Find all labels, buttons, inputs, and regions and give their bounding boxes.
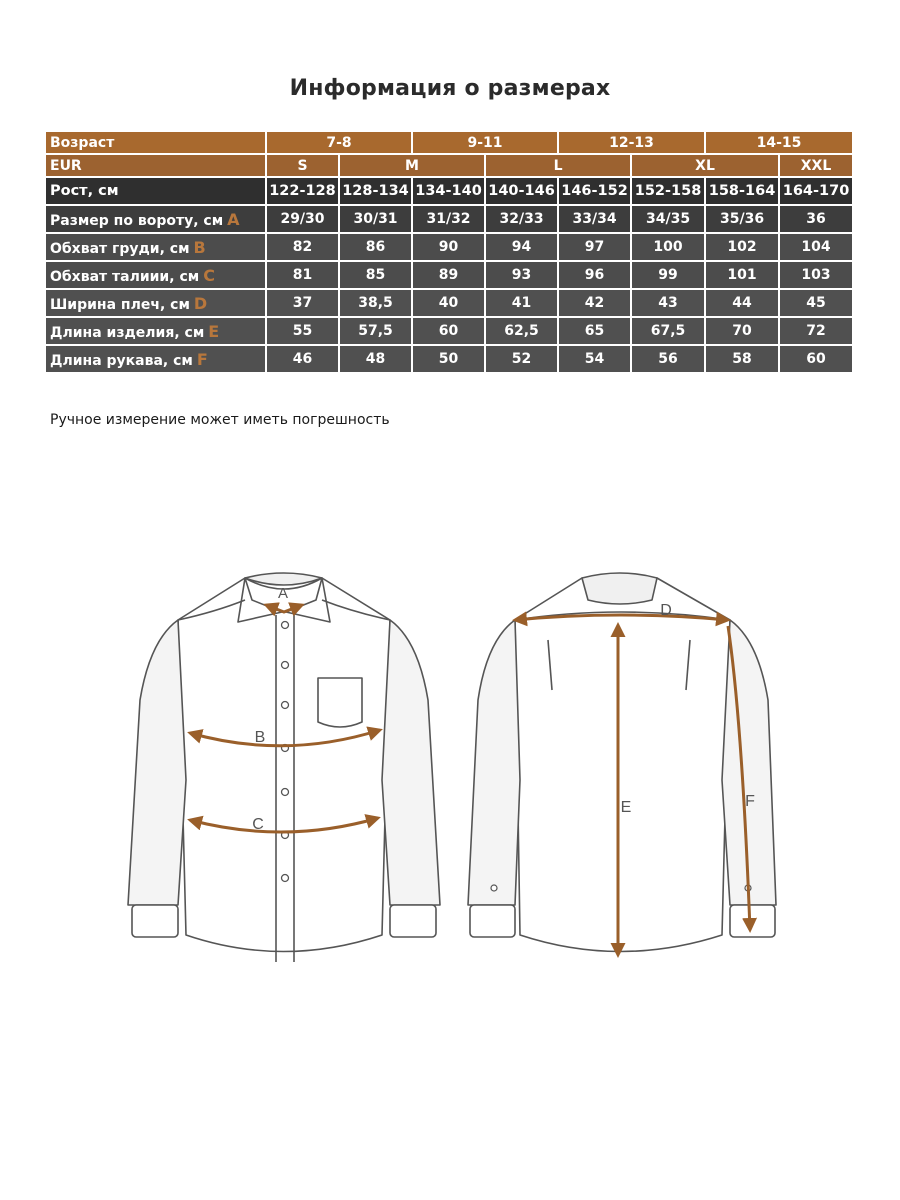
- value-cell: 32/33: [485, 205, 558, 233]
- age-label: Возраст: [45, 131, 266, 154]
- value-cell: 31/32: [412, 205, 485, 233]
- eur-cell: L: [485, 154, 631, 177]
- collar-label: [45, 205, 266, 233]
- value-cell: 60: [412, 317, 485, 345]
- value-cell: 62,5: [485, 317, 558, 345]
- height-cell: 128-134: [339, 177, 412, 205]
- value-cell: 67,5: [631, 317, 705, 345]
- age-cell: 7-8: [266, 131, 412, 154]
- row-letter: B: [193, 237, 206, 257]
- value-cell: 34/35: [631, 205, 705, 233]
- value-cell: 104: [779, 233, 853, 261]
- row-letter: F: [196, 349, 208, 369]
- measure-row-shoulders: [45, 289, 853, 317]
- sleeve-label: [45, 345, 266, 373]
- value-cell: 57,5: [339, 317, 412, 345]
- value-cell: 29/30: [266, 205, 339, 233]
- measurement-note: Ручное измерение может иметь погрешность: [50, 412, 390, 428]
- row-label-text: Длина изделия, см: [50, 324, 205, 341]
- waist-label: [45, 261, 266, 289]
- height-cell: 158-164: [705, 177, 779, 205]
- value-cell: 42: [558, 289, 631, 317]
- value-cell: 70: [705, 317, 779, 345]
- label-f: F: [745, 793, 755, 810]
- row-label-text: Ширина плеч, см: [50, 296, 190, 313]
- value-cell: 93: [485, 261, 558, 289]
- eur-cell: XXL: [779, 154, 853, 177]
- value-cell: 40: [412, 289, 485, 317]
- value-cell: 72: [779, 317, 853, 345]
- value-cell: 33/34: [558, 205, 631, 233]
- value-cell: 41: [485, 289, 558, 317]
- value-cell: 89: [412, 261, 485, 289]
- row-label-text: Обхват талиии, см: [50, 268, 200, 285]
- value-cell: 60: [779, 345, 853, 373]
- row-label-text: Размер по вороту, см: [50, 212, 224, 229]
- row-label-text: Длина рукава, см: [50, 352, 193, 369]
- value-cell: 65: [558, 317, 631, 345]
- value-cell: 90: [412, 233, 485, 261]
- value-cell: 85: [339, 261, 412, 289]
- label-e: E: [620, 799, 632, 816]
- value-cell: 97: [558, 233, 631, 261]
- value-cell: 52: [485, 345, 558, 373]
- row-letter: E: [208, 321, 220, 341]
- eur-cell: S: [266, 154, 339, 177]
- measure-row-collar: [45, 205, 853, 233]
- height-cell: 140-146: [485, 177, 558, 205]
- age-cell: 12-13: [558, 131, 705, 154]
- value-cell: 101: [705, 261, 779, 289]
- measure-row-length: [45, 317, 853, 345]
- value-cell: 82: [266, 233, 339, 261]
- value-cell: 96: [558, 261, 631, 289]
- chest-label: [45, 233, 266, 261]
- value-cell: 35/36: [705, 205, 779, 233]
- value-cell: 54: [558, 345, 631, 373]
- value-cell: 58: [705, 345, 779, 373]
- value-cell: 100: [631, 233, 705, 261]
- value-cell: 50: [412, 345, 485, 373]
- measure-row-sleeve: [45, 345, 853, 373]
- measure-row-chest: [45, 233, 853, 261]
- value-cell: 102: [705, 233, 779, 261]
- row-letter: D: [193, 293, 208, 313]
- label-a: A: [277, 585, 289, 602]
- size-table: [44, 130, 854, 374]
- value-cell: 43: [631, 289, 705, 317]
- row-letter: C: [203, 265, 215, 285]
- eur-row: [45, 154, 853, 177]
- height-label: Рост, см: [45, 177, 266, 205]
- value-cell: 36: [779, 205, 853, 233]
- value-cell: 55: [266, 317, 339, 345]
- value-cell: 81: [266, 261, 339, 289]
- value-cell: 30/31: [339, 205, 412, 233]
- height-cell: 134-140: [412, 177, 485, 205]
- label-c: C: [252, 816, 264, 833]
- length-label: [45, 317, 266, 345]
- row-letter: A: [227, 209, 240, 229]
- value-cell: 46: [266, 345, 339, 373]
- age-cell: 9-11: [412, 131, 558, 154]
- label-d: D: [660, 602, 672, 619]
- eur-label: EUR: [45, 154, 266, 177]
- shirt-diagram: [0, 560, 900, 980]
- value-cell: 56: [631, 345, 705, 373]
- shoulders-label: [45, 289, 266, 317]
- age-cell: 14-15: [705, 131, 853, 154]
- row-label-text: Обхват груди, см: [50, 240, 190, 257]
- age-row: [45, 131, 853, 154]
- measure-row-waist: [45, 261, 853, 289]
- value-cell: 45: [779, 289, 853, 317]
- page-title: Информация о размерах: [289, 76, 611, 101]
- value-cell: 38,5: [339, 289, 412, 317]
- height-row: [45, 177, 853, 205]
- value-cell: 37: [266, 289, 339, 317]
- value-cell: 44: [705, 289, 779, 317]
- height-cell: 146-152: [558, 177, 631, 205]
- front-shirt: [128, 573, 440, 962]
- height-cell: 152-158: [631, 177, 705, 205]
- value-cell: 99: [631, 261, 705, 289]
- value-cell: 103: [779, 261, 853, 289]
- height-cell: 164-170: [779, 177, 853, 205]
- value-cell: 48: [339, 345, 412, 373]
- label-b: B: [254, 729, 266, 746]
- eur-cell: XL: [631, 154, 779, 177]
- value-cell: 86: [339, 233, 412, 261]
- value-cell: 94: [485, 233, 558, 261]
- eur-cell: M: [339, 154, 485, 177]
- height-cell: 122-128: [266, 177, 339, 205]
